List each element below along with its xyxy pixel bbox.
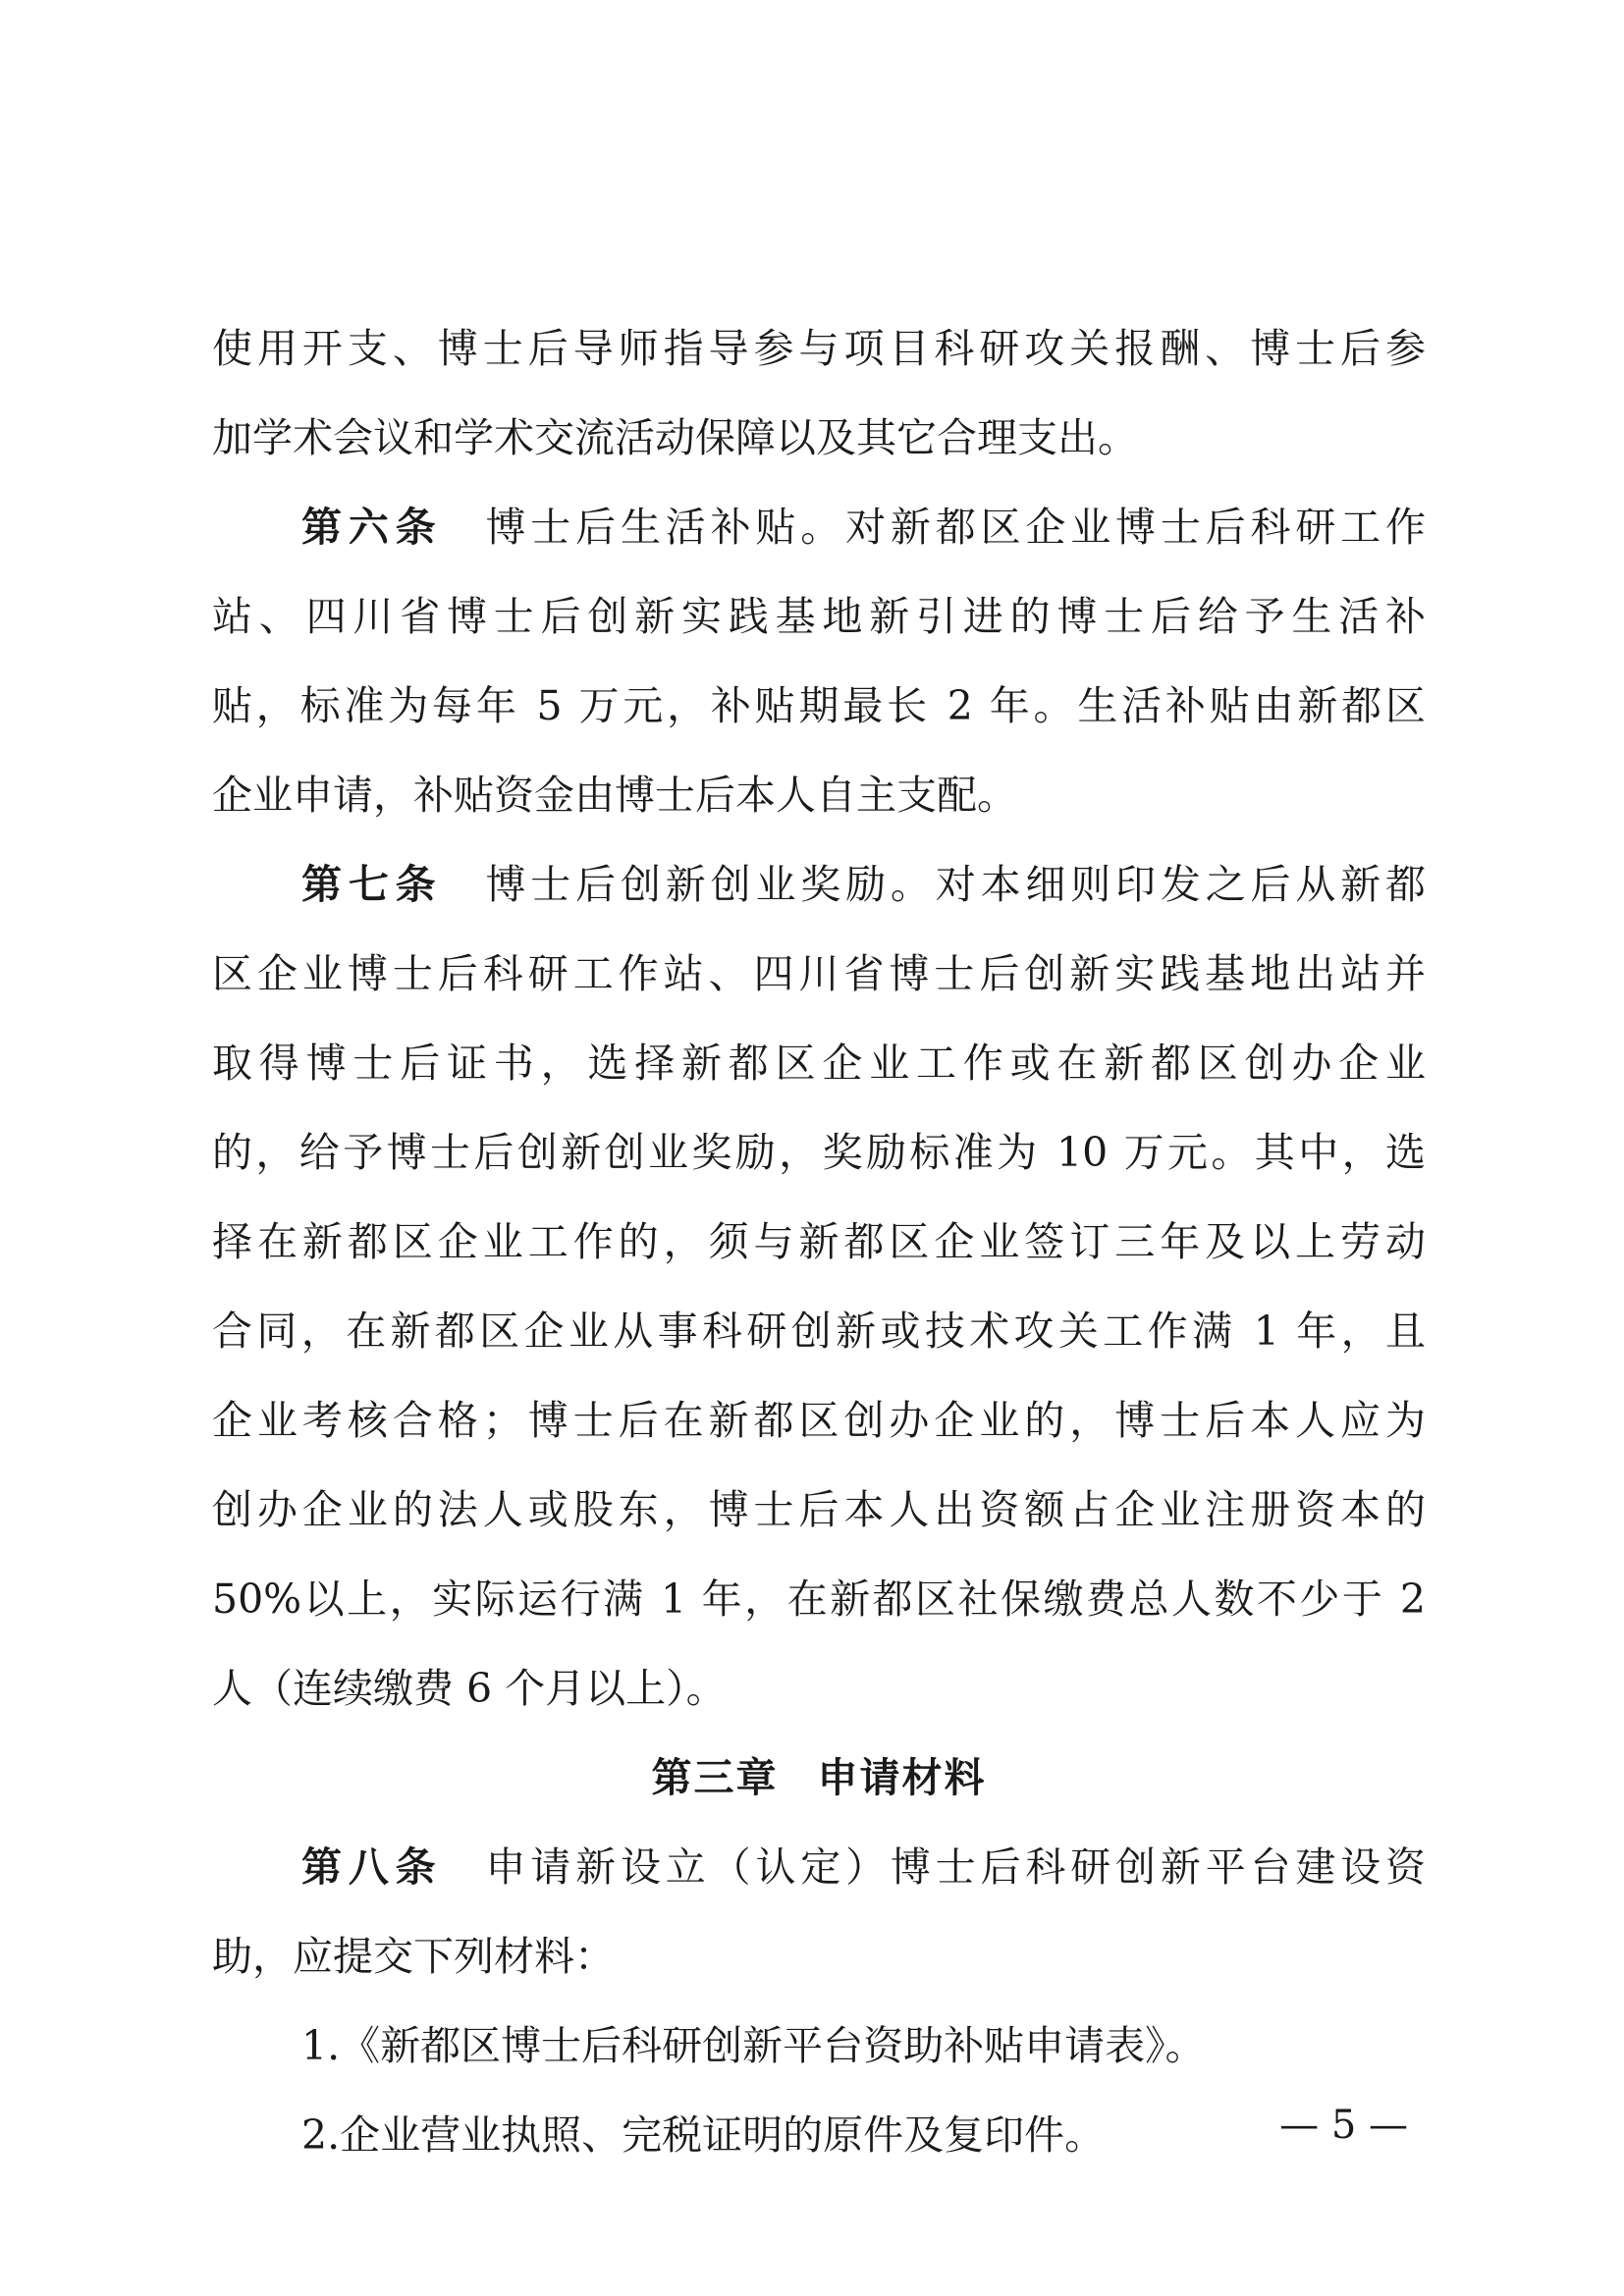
- text-line: 站、四川省博士后创新实践基地新引进的博士后给予生活补: [212, 593, 1426, 640]
- text-line: 企业考核合格；博士后在新都区创办企业的，博士后本人应为: [212, 1397, 1426, 1444]
- chapter-heading: [212, 1734, 1426, 1823]
- page-number: — 5 —: [1279, 2103, 1408, 2148]
- text-line: 人（连续缴费 6 个月以上）。: [212, 1665, 727, 1712]
- article-text: 申请新设立（认定）博士后科研创新平台建设资: [485, 1843, 1427, 1891]
- text-line: 企业申请，补贴资金由博士后本人自主支配。: [212, 772, 1017, 819]
- chapter-title: 申请材料: [817, 1754, 987, 1801]
- article-label: 第六条: [301, 504, 443, 551]
- text-line: 50%以上，实际运行满 1 年，在新都区社保缴费总人数不少于 2: [212, 1575, 1426, 1623]
- text-line: 加学术会议和学术交流活动保障以及其它合理支出。: [212, 414, 1138, 461]
- text-line: 助，应提交下列材料：: [212, 1933, 615, 1980]
- text-line: 的，给予博士后创新创业奖励，奖励标准为 10 万元。其中，选: [212, 1129, 1426, 1176]
- article-text: 博士后生活补贴。对新都区企业博士后科研工作: [485, 504, 1427, 551]
- text-line: 取得博士后证书，选择新都区企业工作或在新都区创办企业: [212, 1040, 1426, 1087]
- text-line: 贴，标准为每年 5 万元，补贴期最长 2 年。生活补贴由新都区: [212, 682, 1426, 729]
- list-item: 2.企业营业执照、完税证明的原件及复印件。: [301, 2111, 1106, 2159]
- article-label: 第七条: [301, 861, 443, 908]
- text-line: 择在新都区企业工作的，须与新都区企业签订三年及以上劳动: [212, 1218, 1426, 1265]
- article-label: 第八条: [301, 1843, 443, 1891]
- article-8-first-line: [212, 1823, 1426, 1912]
- list-item: 1.《新都区博士后科研创新平台资助补贴申请表》。: [301, 2022, 1206, 2069]
- chapter-number: 第三章: [651, 1754, 779, 1801]
- text-line: 合同，在新都区企业从事科研创新或技术攻关工作满 1 年，且: [212, 1308, 1426, 1355]
- article-6-first-line: [212, 483, 1426, 572]
- text-line: 使用开支、博士后导师指导参与项目科研攻关报酬、博士后参: [212, 325, 1426, 372]
- text-line: 创办企业的法人或股东，博士后本人出资额占企业注册资本的: [212, 1486, 1426, 1533]
- article-text: 博士后创新创业奖励。对本细则印发之后从新都: [485, 861, 1427, 908]
- article-7-first-line: [212, 840, 1426, 930]
- text-line: 区企业博士后科研工作站、四川省博士后创新实践基地出站并: [212, 950, 1426, 997]
- body-text: [212, 304, 1426, 2180]
